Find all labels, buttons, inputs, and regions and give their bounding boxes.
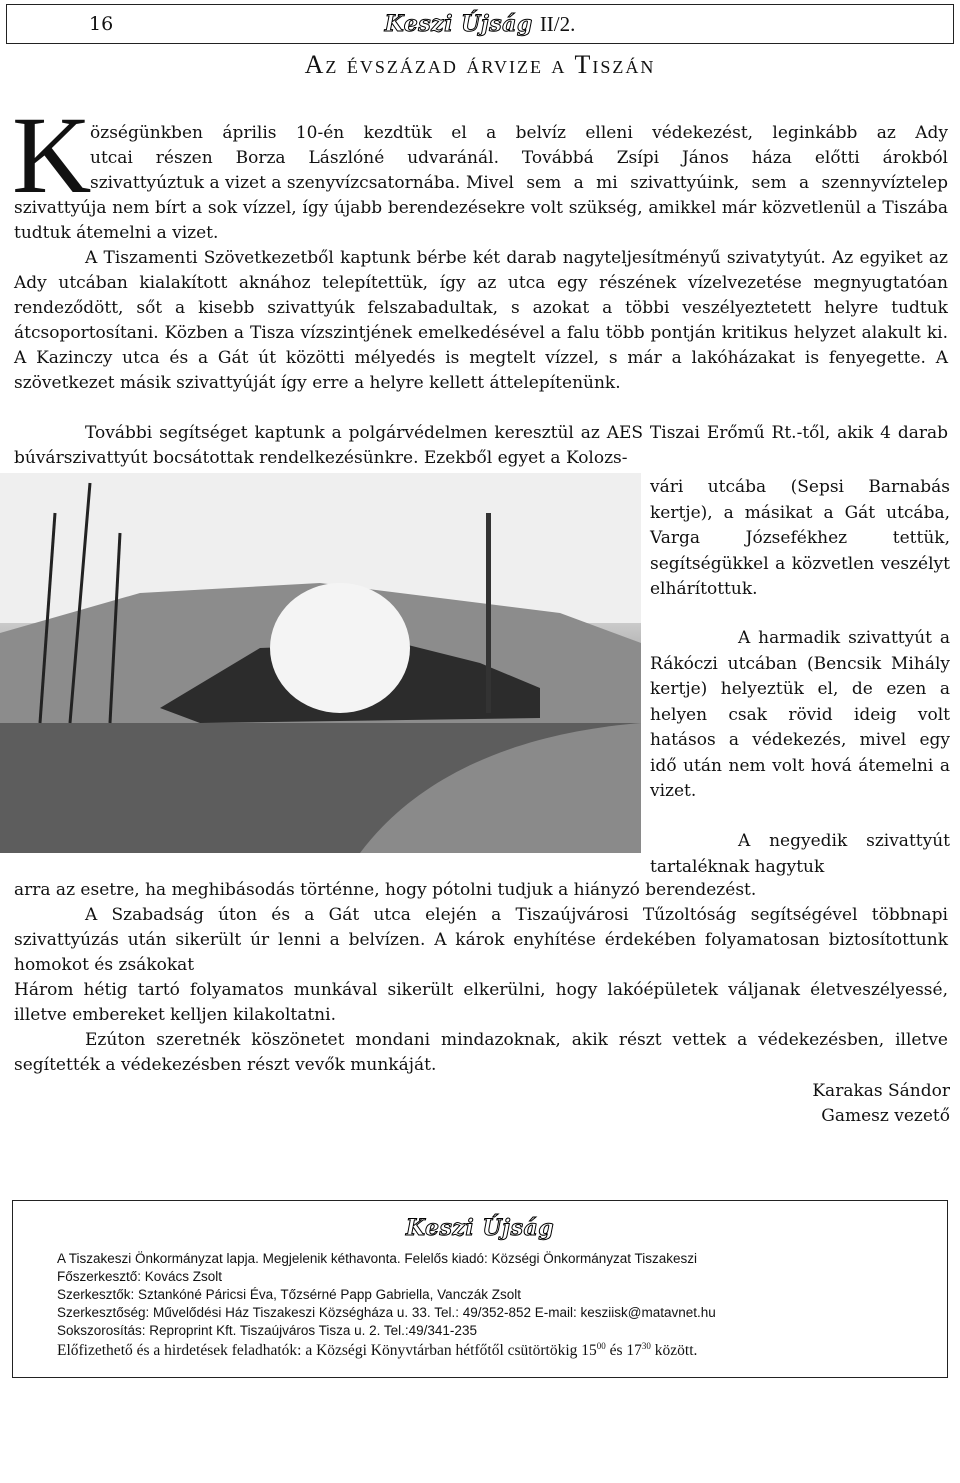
side-col-3: A negyedik szivattyút tartaléknak hagytuk: [650, 831, 950, 877]
issue-number: II/2.: [539, 12, 576, 36]
footer-box: [12, 1200, 948, 1378]
paragraph-5: A Szabadság úton és a Gát utca elején a Tiszaújvárosi Tűzoltóság segítségével többnapi szivattyúzás után sikerült úr lenni a belvízen. A károk enyhítése érdekében folyamatosan biztosítottunk homokot és zsákokat: [14, 905, 948, 975]
footer-line: Szerkesztőség: Művelődési Ház Tiszakeszi Községháza u. 33. Tel.: 49/352-852 E-mail: kesziisk@matavnet.hu: [57, 1305, 716, 1320]
paragraph-2: A Tiszamenti Szövetkezetből kaptunk bérbe két darab nagyteljesítményű szivatytyút. Az egyiket az Ady utcában kialakított aknához telepítettük, így az utca egy részének vízelvezetése megnyugtatóan rendeződött, sőt a kisebb szivattyúk felszabadultak, s azokat a többi veszélyeztetett helyre tudtuk átcsoportosítani. Közben a Tisza vízszintjének emelkedésével a falu több pontján kritikus helyzet alakult ki. A Kazinczy utca és a Gát út közötti mélyedés is megtelt vízzel, s már a lakóházakat is fenyegette. A szövetkezet másik szivattyúját így erre a helyre kellett áttelepítenünk.: [14, 248, 948, 393]
side-col-1: vári utcába (Sepsi Barnabás kertje), a másikat a Gát utcába, Varga Józsefékhez tettük, segítségükkel a közvetlen veszélyt elhárítottuk.: [650, 477, 950, 599]
footer-text: Előfizethető és a hirdetések feladhatók: a Községi Könyvtárban hétfőtől csütörtökig 15: [57, 1342, 597, 1360]
paper-logo: Keszi Újság: [384, 11, 533, 37]
footer-line: A Tiszakeszi Önkormányzat lapja. Megjelenik kéthavonta. Felelős kiadó: Községi Önkormányzat Tiszakeszi: [57, 1251, 698, 1266]
footer-line: Főszerkesztő: Kovács Zsolt: [57, 1269, 223, 1284]
flood-photo: [0, 473, 641, 853]
intro-line: utcai részen Borza Lászlóné udvaránál. Továbbá Zsípi János háza előtti árokból: [90, 148, 948, 168]
paragraph-7: Ezúton szeretnék köszönetet mondani mindazoknak, akik részt vettek a védekezésben, illetve segítették a védekezésben részt vevők munkáját.: [14, 1030, 948, 1075]
footer-line: Sokszorosítás: Reproprint Kft. Tiszaújváros Tisza u. 2. Tel.:49/341-235: [57, 1323, 477, 1338]
paragraph-3: További segítséget kaptunk a polgárvédelmen keresztül az AES Tiszai Erőmű Rt.-től, akik 4 darab búvárszivattyút bocsátottak rendelkezésünkre. Ezekből egyet a Kolozs-: [14, 423, 948, 468]
footer-line: Szerkesztők: Sztankóné Páricsi Éva, Tőzsérné Papp Gabriella, Vanczák Zsolt: [57, 1287, 521, 1302]
footer-logo: Keszi Újság: [405, 1215, 555, 1241]
signature: [812, 1079, 950, 1129]
paragraph-4-cont: arra az esetre, ha meghibásodás történne, hogy pótolni tudjuk a hiányzó berendezést.: [14, 880, 757, 900]
footer-subscription-line: [57, 1341, 697, 1360]
intro-line: özségünkben április 10-én kezdtük el a belvíz elleni védekezést, leginkább az Ady: [90, 123, 948, 143]
author-name: Karakas Sándor: [812, 1081, 950, 1101]
paragraph-1-rest: Mivel sem a mi szivattyúink, sem a szennyvíztelep szivattyúja nem bírt a sok vízzel, így újabb berendezésekre volt szükség, amikkel már közvetlenül a Tiszába tudtuk átemelni a vizet.: [14, 173, 948, 243]
footer-text: között.: [650, 1342, 698, 1360]
page-number: 16: [89, 13, 114, 35]
intro-line: szivattyúztuk a vizet a szenyvízcsatornába.: [90, 173, 461, 193]
drop-cap: K: [12, 94, 92, 216]
flood-photo-illustration: [0, 473, 641, 853]
article-title: Az évszázad árvize a Tiszán: [304, 50, 656, 79]
footer-text: és 17: [605, 1342, 642, 1360]
footer-sup: 00: [596, 1341, 606, 1351]
header-title: [7, 11, 953, 37]
paragraph-6: Három hétig tartó folyamatos munkával sikerült elkerülni, hogy lakóépületek váljanak életveszélyessé, illetve embereket kelljen kilakoltatni.: [14, 980, 948, 1025]
author-role: Gamesz vezető: [821, 1106, 950, 1126]
footer-sup: 30: [641, 1341, 651, 1351]
side-col-2: A harmadik szivattyút a Rákóczi utcában (Bencsik Mihály kertje) helyeztük el, de ezen a helyen csak rövid ideig volt hatásos a védekezés, mivel egy idő után nem volt hová átemelni a vizet.: [650, 628, 950, 801]
page-header: [6, 4, 954, 44]
